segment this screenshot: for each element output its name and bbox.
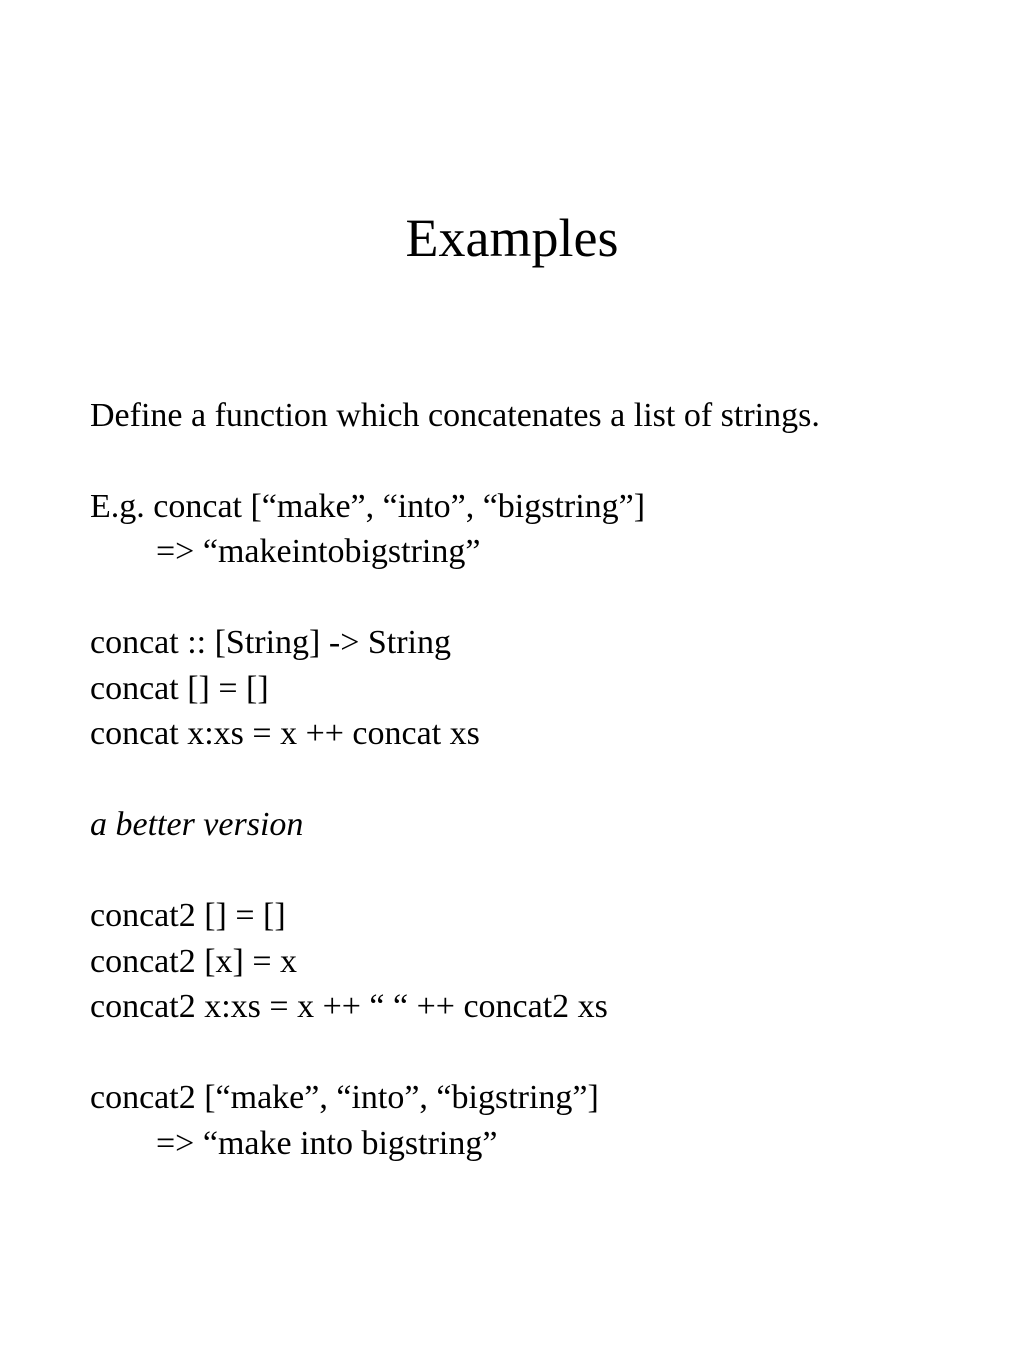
concat2-single-case: concat2 [x] = x	[90, 943, 298, 980]
concat-signature: concat :: [String] -> String	[90, 624, 452, 661]
example1-result: => “makeintobigstring”	[156, 533, 481, 570]
concat-base-case: concat [] = []	[90, 670, 269, 707]
better-version-label: a better version	[90, 806, 304, 843]
concat-recursive-case: concat x:xs = x ++ concat xs	[90, 715, 480, 752]
concat2-recursive-case: concat2 x:xs = x ++ “ “ ++ concat2 xs	[90, 988, 608, 1025]
example2-result: => “make into bigstring”	[156, 1125, 498, 1162]
page-title: Examples	[405, 208, 619, 268]
concat2-base-case: concat2 [] = []	[90, 897, 286, 934]
intro-text: Define a function which concatenates a list of strings.	[90, 397, 820, 434]
example1-call: E.g. concat [“make”, “into”, “bigstring”]	[90, 488, 646, 525]
example2-call: concat2 [“make”, “into”, “bigstring”]	[90, 1079, 599, 1116]
